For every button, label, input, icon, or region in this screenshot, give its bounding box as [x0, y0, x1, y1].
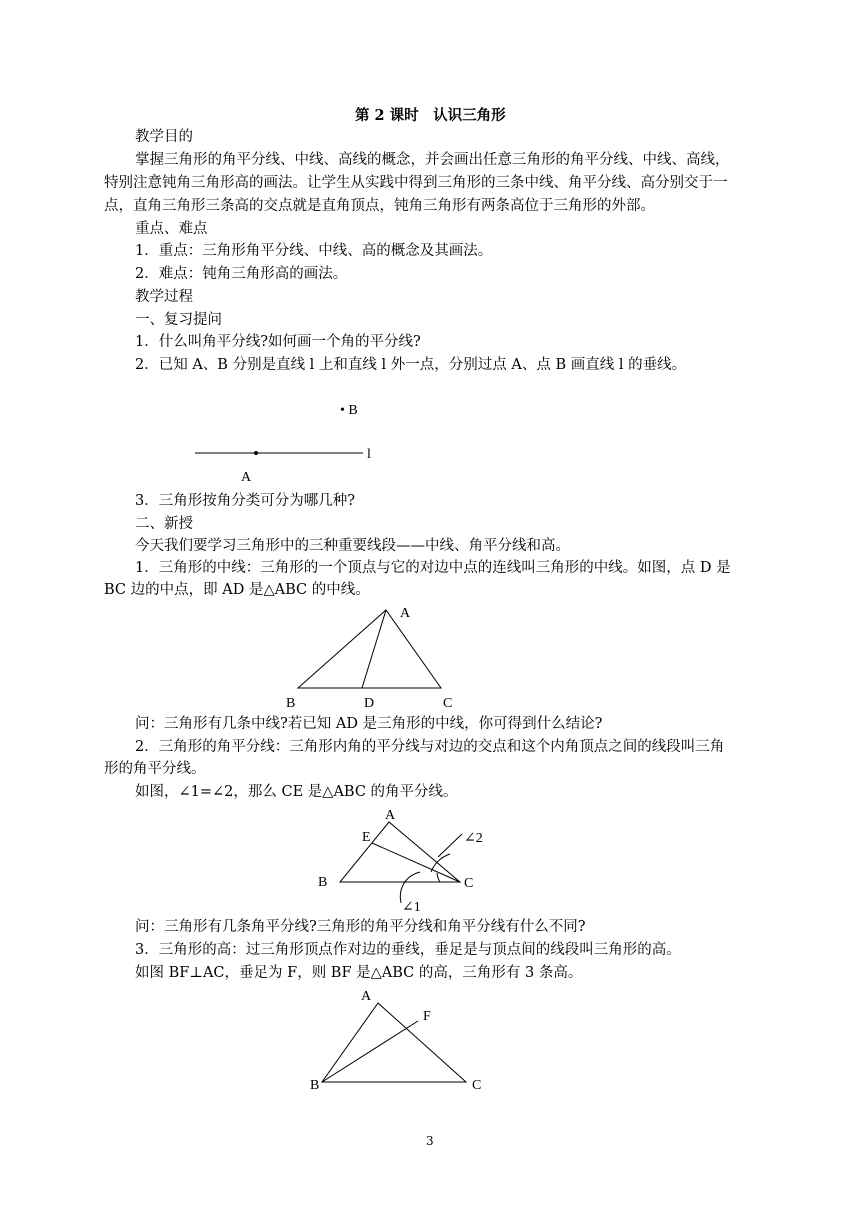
figure-altitude — [300, 985, 500, 1095]
triangle-abc — [322, 1003, 466, 1082]
label-b: B — [286, 696, 296, 711]
text-line: 点，直角三角形三条高的交点就是直角顶点，钝角三角形有两条高位于三角形的外部。 — [104, 198, 655, 214]
label-f: F — [423, 1009, 431, 1024]
text-line: 1．重点：三角形角平分线、中线、高的概念及其画法。 — [135, 243, 493, 259]
triangle-abc — [340, 822, 460, 882]
text-line: 问：三角形有几条中线?若已知 AD 是三角形的中线，你可得到什么结论? — [135, 716, 603, 732]
text-line: 2．难点：钝角三角形高的画法。 — [135, 266, 348, 282]
point-a-dot — [254, 451, 258, 455]
label-point-a: A — [241, 470, 252, 485]
figure-median — [280, 600, 480, 712]
text-line: 形的角平分线。 — [104, 761, 206, 777]
text-line: 掌握三角形的角平分线、中线、高线的概念，并会画出任意三角形的角平分线、中线、高线， — [135, 152, 730, 168]
figure-angle-bisector — [310, 804, 510, 916]
text-line: 问：三角形有几条角平分线?三角形的角平分线和角平分线有什么不同? — [135, 919, 586, 935]
label-b: B — [310, 1078, 320, 1093]
text-line: 3．三角形按角分类可分为哪几种? — [135, 493, 355, 509]
text-line: 特别注意钝角三角形高的画法。让学生从实践中得到三角形的三条中线、角平分线、高分别交于一 — [104, 175, 728, 191]
text-line: 二、新授 — [135, 516, 193, 532]
label-c: C — [443, 696, 453, 711]
label-d: D — [364, 696, 375, 711]
label-a: A — [361, 989, 372, 1004]
label-point-b: • B — [340, 403, 358, 418]
text-line: 今天我们要学习三角形中的三种重要线段——中线、角平分线和高。 — [135, 538, 570, 554]
text-line: 如图，∠1=∠2，那么 CE 是△ABC 的角平分线。 — [135, 784, 458, 800]
text-line: 2．三角形的角平分线：三角形内角的平分线与对边的交点和这个内角顶点之间的线段叫三角 — [135, 739, 725, 755]
text-line: 3．三角形的高：过三角形顶点作对边的垂线，垂足是与顶点间的线段叫三角形的高。 — [135, 942, 681, 958]
median-ad — [362, 610, 386, 688]
label-a: A — [400, 606, 411, 621]
lesson-title: 第 2 课时 认识三角形 — [355, 107, 506, 124]
label-e: E — [362, 830, 371, 845]
angle-arc-1 — [437, 873, 440, 882]
label-c: C — [472, 1078, 482, 1093]
text-line: 1．三角形的中线：三角形的一个顶点与它的对边中点的连线叫三角形的中线。如图，点 D 是 — [135, 560, 731, 576]
label-line-l: l — [367, 447, 371, 462]
text-line: BC 边的中点，即 AD 是△ABC 的中线。 — [104, 582, 370, 598]
angle-arc-2 — [431, 854, 450, 872]
label-b: B — [318, 875, 328, 890]
page-number: 3 — [426, 1134, 434, 1148]
figure-line-l — [190, 395, 390, 490]
label-angle1: ∠1 — [402, 900, 421, 915]
text-line: 教学目的 — [135, 129, 193, 145]
text-line: 一、复习提问 — [135, 312, 222, 328]
text-line: 2．已知 A、B 分别是直线 l 上和直线 l 外一点，分别过点 A、点 B 画直线 l 的垂线。 — [135, 357, 687, 373]
triangle-abc — [298, 610, 441, 688]
pointer-angle-2 — [438, 834, 462, 857]
altitude-bf — [322, 1021, 418, 1082]
pointer-angle-1 — [400, 872, 420, 903]
text-line: 如图 BF⊥AC，垂足为 F，则 BF 是△ABC 的高，三角形有 3 条高。 — [135, 965, 583, 981]
label-a: A — [385, 808, 396, 823]
label-c: C — [464, 876, 474, 891]
text-line: 重点、难点 — [135, 221, 208, 237]
text-line: 教学过程 — [135, 289, 193, 305]
label-angle2: ∠2 — [464, 831, 483, 846]
text-line: 1．什么叫角平分线?如何画一个角的平分线? — [135, 334, 421, 350]
